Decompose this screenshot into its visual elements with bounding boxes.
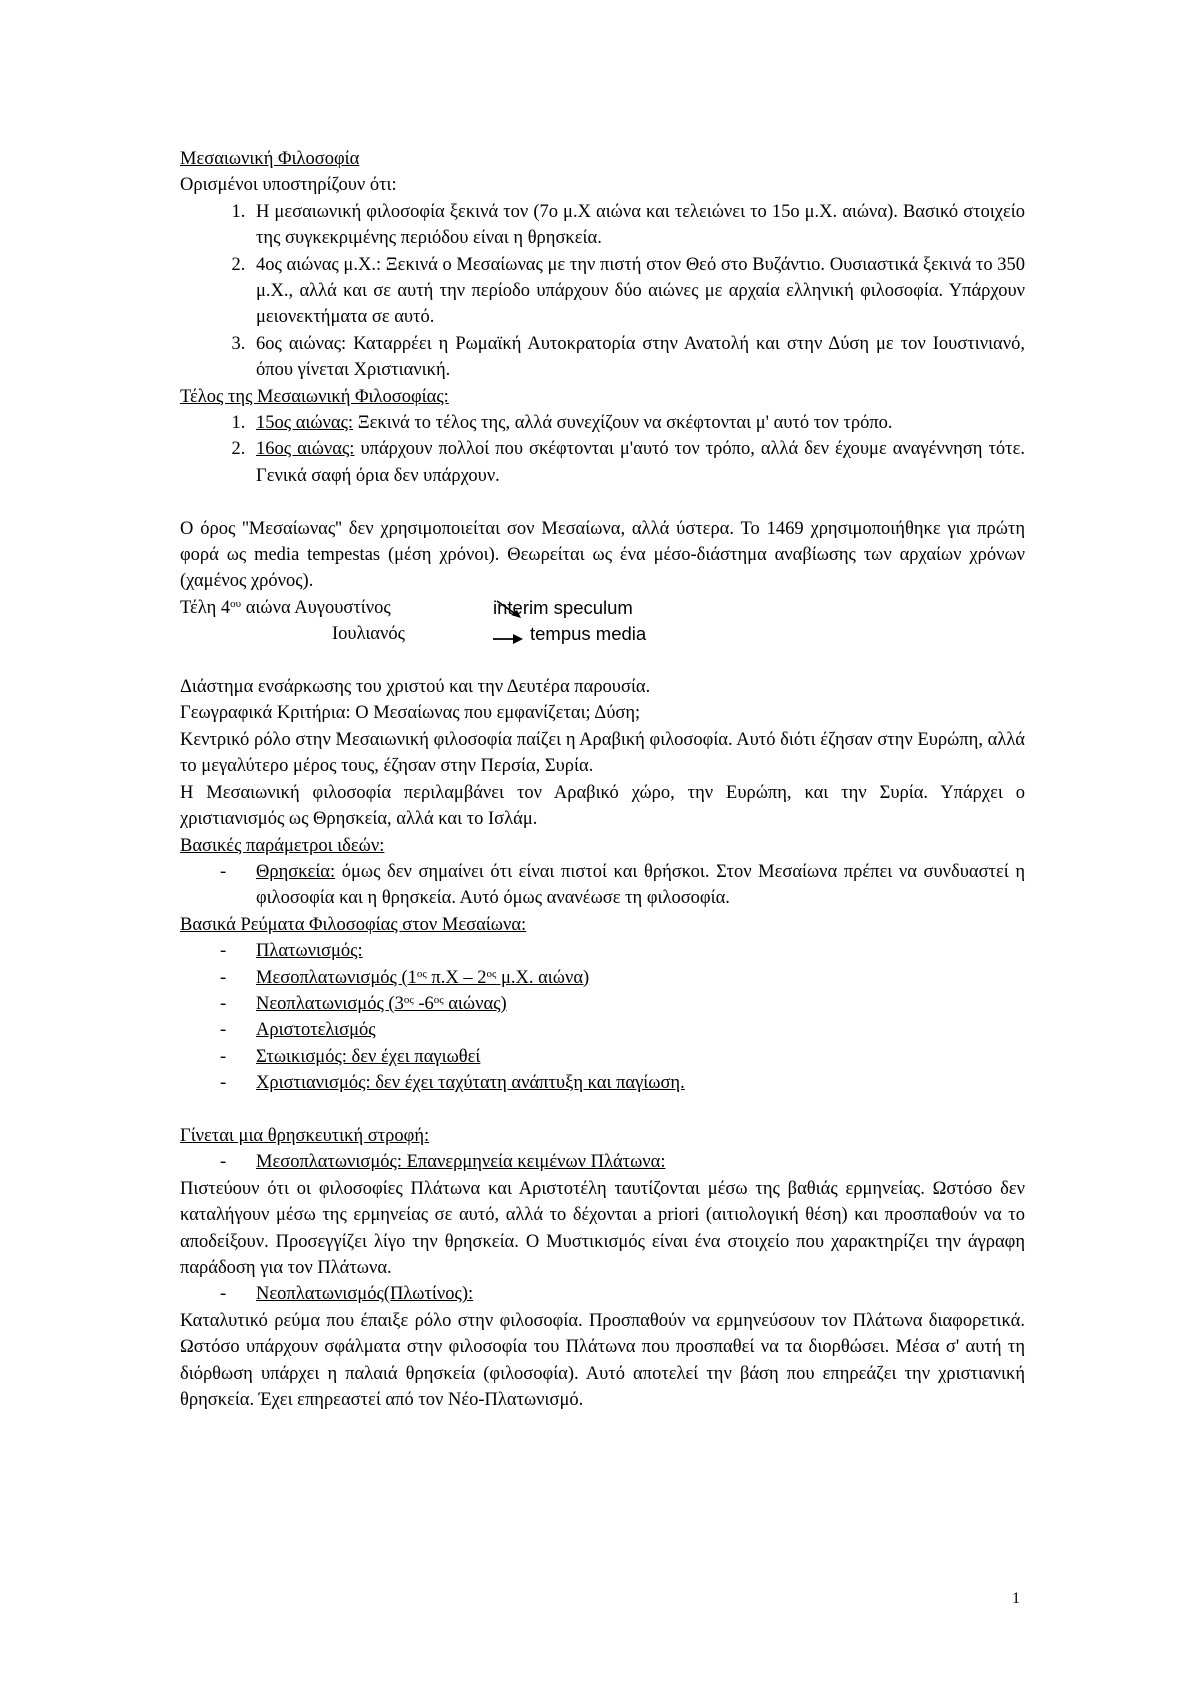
right-arrow-icon (491, 626, 525, 646)
arrow-row-augustine (180, 595, 1025, 621)
list-item: - Μεσοπλατωνισμός: Επανερμηνεία κειμένων Πλάτωνα: (220, 1152, 666, 1173)
list-item (250, 436, 1025, 489)
turn-heading: Γίνεται μια θρησκευτική στροφή: (180, 1125, 430, 1146)
list-item: 1. Η μεσαιωνική φιλοσοφία ξεκινά τον (7ο μ.Χ αιώνα και τελειώνει το 15ο μ.Χ. αιώνα). Βασικό στοιχείο της συγκεκριμένης περιόδου είναι η θρησκεία. (250, 199, 1025, 252)
arrow-row-source: Ιουλιανός (332, 624, 405, 645)
list-item: - Χριστιανισμός: δεν έχει ταχύτατη ανάπτυξη και παγίωση. (220, 1073, 685, 1094)
list-item-lead: 16ος αιώνας: (256, 439, 355, 460)
ideas-heading: Βασικές παράμετροι ιδεών: (180, 835, 385, 856)
document-body (180, 146, 1025, 1413)
list-item: - Θρησκεία: όμως δεν σημαίνει ότι είναι πιστοί και θρήσκοι. Στον Μεσαίωνα πρέπει να συνδυαστεί η φιλοσοφία και η θρησκεία. Αυτό όμως ανανέωσε τη φιλοσοφία. (220, 861, 1025, 909)
turn-list-1 (180, 1149, 1025, 1175)
turn-list-2 (180, 1281, 1025, 1307)
arrow-row-target: tempus media (530, 623, 647, 645)
paragraph-interval: Διάστημα ενσάρκωσης του χριστού και την Δευτέρα παρουσία. (180, 677, 651, 698)
end-list (180, 410, 1025, 489)
list-item: - Νεοπλατωνισμός ($3^{o\varsigma}$ $-6^{o\varsigma}$ αιώνας) (220, 993, 507, 1014)
start-list (180, 199, 1025, 384)
list-item: - Μεσοπλατωνισμός ($1^{o\varsigma}$ $\pi.X - 2^{o\varsigma}$ μ.Χ. αιώνα) (220, 967, 590, 988)
paragraph-region: Η Μεσαιωνική φιλοσοφία περιλαμβάνει τον Αραβικό χώρο, την Ευρώπη, και την Συρία. Υπάρχει ο χριστιανισμός ως Θρησκεία, αλλά και το Ισλάμ. (180, 782, 1025, 830)
spacer (180, 648, 1025, 674)
list-item: - Αριστοτελισμός (220, 1020, 376, 1041)
term-paragraph: Ο όρος ''Μεσαίωνας'' δεν χρησιμοποιείται σον Μεσαίωνα, αλλά ύστερα. Το 1469 χρησιμοποιήθηκε για πρώτη φορά ως media tempestas (μέση χρόνοι). Θεωρείται ως ένα μέσο-διάστημα αναβίωσης των αρχαίων χρόνων (χαμένος χρόνος). (180, 518, 1025, 592)
ideas-list (180, 859, 1025, 912)
list-item: 3. 6ος αιώνας: Καταρρέει η Ρωμαϊκή Αυτοκρατορία στην Ανατολή και στην Δύση με τον Ιουστινιανό, όπου γίνεται Χριστιανική. (250, 331, 1025, 384)
list-item: - Πλατωνισμός: (220, 941, 363, 962)
intro-line: Ορισμένοι υποστηρίζουν ότι: (180, 175, 397, 196)
paragraph-arab: Κεντρικό ρόλο στην Μεσαιωνική φιλοσοφία παίζει η Αραβική φιλοσοφία. Αυτό διότι έζησαν στην Ευρώπη, αλλά το μεγαλύτερο μέρος τους, έζησαν στην Περσία, Συρία. (180, 729, 1025, 777)
list-item: - Στωικισμός: δεν έχει παγιωθεί (220, 1046, 481, 1067)
list-item: - Νεοπλατωνισμός(Πλωτίνος): (220, 1284, 474, 1305)
currents-heading: Βασικά Ρεύματα Φιλοσοφίας στον Μεσαίωνα: (180, 914, 527, 935)
list-item-text: όμως δεν σημαίνει ότι είναι πιστοί και θρήσκοι. Στον Μεσαίωνα πρέπει να συνδυαστεί η φιλοσοφία και η θρησκεία. Αυτό όμως ανανέωσε τη φιλοσοφία. (256, 861, 1025, 909)
spacer (180, 1097, 1025, 1123)
arrow-row-julian (180, 621, 1025, 647)
paragraph-geography: Γεωγραφικά Κριτήρια: Ο Μεσαίωνας που εμφανίζεται; Δύση; (180, 703, 641, 724)
end-heading: Τέλος της Μεσαιωνική Φιλοσοφίας: (180, 386, 449, 407)
spacer (180, 489, 1025, 515)
list-item: 2. 4ος αιώνας μ.Χ.: Ξεκινά ο Μεσαίωνας με την πιστή στον Θεό στο Βυζάντιο. Ουσιαστικά ξεκινά το 350 μ.Χ., αλλά και σε αυτή την περίοδο υπάρχουν δύο αιώνες με αρχαία ελληνική φιλοσοφία. Υπάρχουν μειονεκτήματα σε αυτό. (250, 252, 1025, 331)
list-item-text: Ξεκινά το τέλος της, αλλά συνεχίζουν να σκέφτονται μ' αυτό τον τρόπο. (353, 413, 893, 434)
paragraph-mesoplatonism: Πιστεύουν ότι οι φιλοσοφίες Πλάτωνα και Αριστοτέλη ταυτίζονται μέσω της βαθιάς ερμηνείας. Ωστόσο δεν καταλήγουν μέσω της ερμηνείας σε αυτό, αλλά το δέχονται a priori (αιτιολογική θέση) και προσπαθούν να το αποδείξουν. Προσεγγίζει λίγο την θρησκεία. Ο Μυστικισμός είναι ένα στοιχείο που χαρακτηρίζει την άγραφη παράδοση για τον Πλάτωνα. (180, 1178, 1025, 1278)
list-item (250, 410, 1025, 436)
list-item-lead: 15ος αιώνας: (256, 413, 354, 434)
currents-list (180, 938, 1025, 1096)
list-item-lead: Θρησκεία: (256, 861, 336, 882)
paragraph-neoplatonism: Καταλυτικό ρεύμα που έπαιξε ρόλο στην φιλοσοφία. Προσπαθούν να ερμηνεύσουν τον Πλάτωνα διαφορετικά. Ωστόσο υπάρχουν σφάλματα στην φιλοσοφία του Πλάτωνα που προσπαθεί να τα διορθώσει. Μέσα σ' αυτή τη διόρθωση υπάρχει η παλαιά θρησκεία (φιλοσοφία). Αυτό αποτελεί την βάση που επηρεάζει την χριστιανική θρησκεία. Έχει επηρεαστεί από τον Νέο-Πλατωνισμό. (180, 1310, 1025, 1411)
page-number: 1 (1012, 1590, 1020, 1607)
document-title: Μεσαιωνική Φιλοσοφία (180, 149, 360, 169)
arrow-row-target: interim speculum (493, 596, 633, 618)
arrow-row-source: Τέλη $4^{o\upsilon}$ αιώνα Αυγουστίνος (180, 597, 391, 618)
list-item-text: υπάρχουν πολλοί που σκέφτονται μ'αυτό τον τρόπο, αλλά δεν έχουμε αναγέννηση τότε. Γενικά σαφή όρια δεν υπάρχουν. (256, 439, 1025, 486)
